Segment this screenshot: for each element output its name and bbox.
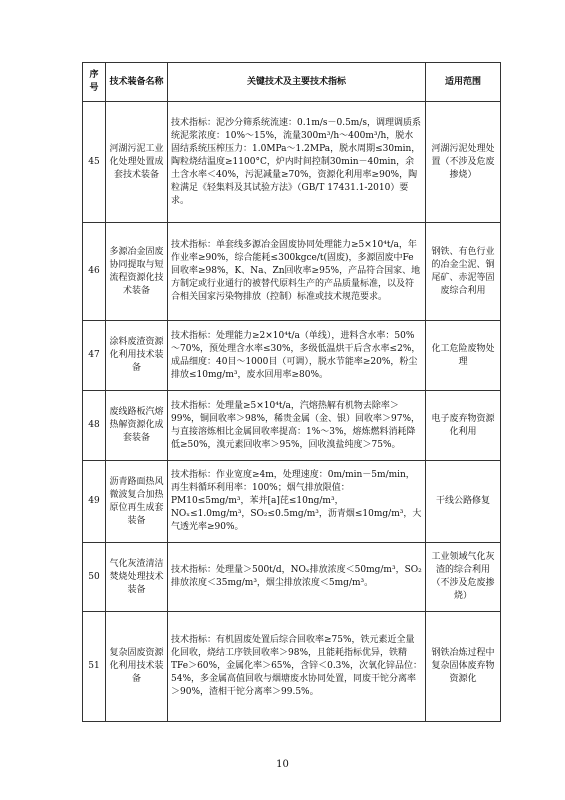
tech-spec: 技术指标：处理能力≥2×10⁴t/a（单线），进料含水率：50%～70%，预处理含水率≤30%，多级低温烘干后含水率≤2%，成品细度：40目～1000目（可调），脱水节能率≥20%，粉尘排放≤10mg/m³，废水回用率≥80%。 bbox=[168, 321, 426, 391]
table-row bbox=[83, 102, 501, 223]
equipment-name: 气化灰渣清洁焚烧处理技术装备 bbox=[106, 543, 168, 612]
table-header-row bbox=[83, 63, 501, 102]
application-scope: 工业领域气化灰渣的综合利用（不涉及危废掺烧） bbox=[426, 543, 501, 612]
row-number: 48 bbox=[83, 391, 106, 461]
equipment-name: 沥青路面热风微波复合加热原位再生成套装备 bbox=[106, 461, 168, 543]
equipment-name: 废线路板汽熔热解资源化成套装备 bbox=[106, 391, 168, 461]
page-number: 10 bbox=[276, 759, 289, 770]
table-row bbox=[83, 461, 501, 543]
application-scope: 化工危险废物处理 bbox=[426, 321, 501, 391]
header-no: 序号 bbox=[83, 63, 106, 102]
header-name: 技术装备名称 bbox=[106, 63, 168, 102]
equipment-name: 河湖污泥工业化处理处置成套技术装备 bbox=[106, 102, 168, 223]
application-scope: 电子废弃物资源化利用 bbox=[426, 391, 501, 461]
row-number: 45 bbox=[83, 102, 106, 223]
tech-spec: 技术指标：处理量＞500t/d，NOₓ排放浓度＜50mg/m³，SO₂排放浓度＜35mg/m³，烟尘排放浓度＜5mg/m³。 bbox=[168, 543, 426, 612]
row-number: 51 bbox=[83, 612, 106, 722]
header-scope: 适用范围 bbox=[426, 63, 501, 102]
application-scope: 钢铁冶炼过程中复杂固体废弃物资源化 bbox=[426, 612, 501, 722]
tech-spec: 技术指标：作业宽度≥4m，处理速度：0m/min－5m/min，再生料循环利用率：100%；烟气排放限值：PM10≤5mg/m³，苯并[a]芘≤10ng/m³，NOₓ≤1.0mg/m³，SO₂≤0.5mg/m³，沥青烟≤10mg/m³，大气透光率≥90%。 bbox=[168, 461, 426, 543]
equipment-name: 复杂固废资源化利用技术装备 bbox=[106, 612, 168, 722]
table-row bbox=[83, 223, 501, 321]
equipment-name: 涂料废渣资源化利用技术装备 bbox=[106, 321, 168, 391]
tech-spec: 技术指标：有机固废处置后综合回收率≥75%，铁元素近全量化回收，烧结工序铁回收率＞98%，且能耗指标优异，铁精TFe＞60%，金属化率＞65%，含锌＜0.3%，次氧化锌品位：54%，多金属高值回收与烟塘废水协同处置，同废干铊分离率＞90%，渣相干铊分离率＞99.5%。 bbox=[168, 612, 426, 722]
row-number: 46 bbox=[83, 223, 106, 321]
tech-spec: 技术指标：处理量≥5×10⁴t/a，汽熔热解有机物去除率＞99%，铜回收率＞98%，稀贵金属（金、银）回收率＞97%，与直接溶炼相比金属回收率提高：1%～3%，熔炼燃料消耗降低≥50%，溴元素回收率＞95%，回收溴盐纯度＞75%。 bbox=[168, 391, 426, 461]
row-number: 49 bbox=[83, 461, 106, 543]
tech-spec: 技术指标：单套线多源冶金固废协同处理能力≥5×10⁴t/a，年作业率≥90%，综合能耗≤300kgce/t(固废)，多源固废中Fe回收率≥98%，K、Na、Zn回收率≥95%，产品符合国家、地方制定或行业通行的被替代原料生产的产品质量标准，以及符合相关国家污染物排放（控制）标准或技术规范要求。 bbox=[168, 223, 426, 321]
row-number: 50 bbox=[83, 543, 106, 612]
application-scope: 干线公路修复 bbox=[426, 461, 501, 543]
table-row bbox=[83, 543, 501, 612]
equipment-table bbox=[82, 62, 501, 722]
table-row bbox=[83, 321, 501, 391]
header-spec: 关键技术及主要技术指标 bbox=[168, 63, 426, 102]
table-row bbox=[83, 391, 501, 461]
table-row bbox=[83, 612, 501, 722]
equipment-name: 多源冶金固废协同提取与短流程资源化技术装备 bbox=[106, 223, 168, 321]
application-scope: 河湖污泥处理处置（不涉及危废掺烧） bbox=[426, 102, 501, 223]
row-number: 47 bbox=[83, 321, 106, 391]
tech-spec: 技术指标：泥沙分筛系统流速：0.1m/s－0.5m/s，调理调质系统泥浆浓度：10%～15%，流量300m³/h～400m³/h，脱水固结系统压榨压力：1.0MPa～1.2MPa，脱水周期≤30min，陶粒烧结温度≥1100°C，炉内时间控制30min－40min，余土含水率＜40%，污泥减量≥70%，资源化利用率≥90%，陶粒满足《轻集料及其试验方法》（GB/T 17431.1-2010）要求。 bbox=[168, 102, 426, 223]
application-scope: 钢铁、有色行业的冶金尘泥、铜尾矿、赤泥等固废综合利用 bbox=[426, 223, 501, 321]
